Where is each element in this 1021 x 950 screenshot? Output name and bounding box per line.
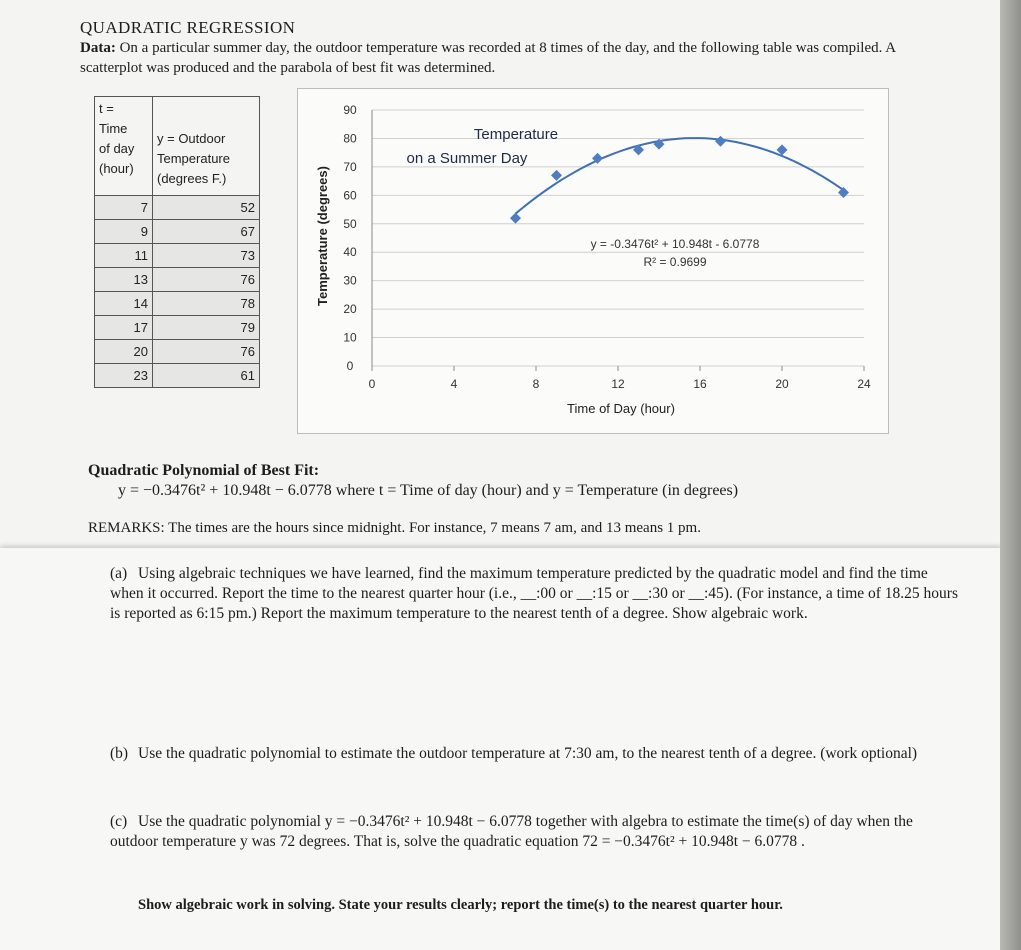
cell-temp: 76 [153, 340, 260, 364]
cell-time: 20 [95, 340, 153, 364]
table-header-row [95, 97, 260, 196]
question-label: (b) [110, 745, 129, 762]
y-tick-label: 70 [343, 159, 357, 174]
y-tick-label: 20 [343, 302, 357, 317]
question-label: (a) [110, 565, 128, 582]
x-tick-label: 4 [450, 377, 458, 391]
y-tick-label: 10 [343, 330, 357, 345]
table-row [95, 364, 260, 388]
x-tick-label: 0 [368, 377, 376, 391]
remarks: REMARKS: The times are the hours since midnight. For instance, 7 means 7 am, and 13 means 1 pm. [88, 520, 701, 536]
background-surface [1000, 0, 1021, 950]
header-temp-line: (degrees F.) [157, 171, 227, 186]
x-tick-label: 12 [611, 377, 625, 391]
cell-temp: 52 [153, 196, 260, 220]
table-row [95, 196, 260, 220]
table-row [95, 292, 260, 316]
show-work-text: Show algebraic work in solving. State your results clearly; report the time(s) to the nearest quarter hour. [138, 897, 783, 913]
header-time-line: Time [99, 121, 128, 136]
question-text: Using algebraic techniques we have learned, find the maximum temperature predicted by the quadratic model and find the time when it occurred. Report the time to the nearest quarter hour (i.e., __:00 or __:15 or __:30 or __:45). (For instance, a time of 18.25 hours is reported as 6:15 pm.) Report the maximum temperature to the nearest tenth of a degree. Show algebraic work. [110, 565, 958, 622]
question-a [110, 564, 960, 624]
chart-frame [298, 89, 889, 434]
x-tick-label: 16 [693, 377, 707, 391]
x-tick-label: 24 [857, 377, 871, 391]
cell-time: 17 [95, 316, 153, 340]
model-heading: Quadratic Polynomial of Best Fit: [88, 462, 320, 479]
header-time-line: (hour) [99, 161, 134, 176]
table-row [95, 220, 260, 244]
cell-time: 23 [95, 364, 153, 388]
header-temperature [153, 97, 260, 196]
cell-temp: 78 [153, 292, 260, 316]
cell-temp: 61 [153, 364, 260, 388]
cell-time: 13 [95, 268, 153, 292]
question-text: Use the quadratic polynomial y = −0.3476t² + 10.948t − 6.0778 together with algebra to estimate the time(s) of day when the outdoor temperature y was 72 degrees. That is, solve the quadratic equation 72 = −0.3476t² + 10.948t − 6.0778 . [110, 813, 913, 850]
header-temp-line: y = Outdoor [157, 131, 226, 146]
y-tick-label: 90 [343, 103, 357, 117]
chart-title-line: Temperature [473, 126, 559, 143]
cell-temp: 79 [153, 316, 260, 340]
question-text: Use the quadratic polynomial to estimate the outdoor temperature at 7:30 am, to the nearest tenth of a degree. (work optional) [138, 745, 918, 762]
header-time-line: of day [99, 141, 135, 156]
data-table [94, 96, 260, 388]
y-tick-label: 0 [346, 359, 354, 373]
temperature-scatter-chart [297, 88, 889, 434]
header-time-line: t = [99, 101, 114, 116]
header-time [95, 97, 153, 196]
intro-label: Data: [80, 40, 116, 56]
cell-temp: 76 [153, 268, 260, 292]
model-equation: y = −0.3476t² + 10.948t − 6.0778 where t = Time of day (hour) and y = Temperature (in degrees) [118, 482, 739, 499]
x-tick-label: 8 [532, 377, 540, 391]
y-axis-label: Temperature (degrees) [315, 166, 330, 306]
question-b [110, 744, 960, 764]
y-tick-label: 80 [343, 131, 357, 146]
question-c [110, 812, 960, 852]
chart-title-line: on a Summer Day [406, 150, 528, 167]
show-work-note [138, 897, 783, 914]
worksheet-title: QUADRATIC REGRESSION [80, 18, 296, 37]
cell-time: 9 [95, 220, 153, 244]
intro-paragraph [80, 38, 940, 78]
cell-temp: 73 [153, 244, 260, 268]
intro-text: On a particular summer day, the outdoor temperature was recorded at 8 times of the day, and the following table was compiled. A scatterplot was produced and the parabola of best fit was determined. [80, 40, 896, 76]
table-row [95, 316, 260, 340]
y-tick-label: 60 [343, 188, 357, 203]
header-temp-line: Temperature [157, 151, 230, 166]
question-label: (c) [110, 813, 128, 830]
x-tick-label: 20 [775, 377, 789, 391]
trendline-equation: y = -0.3476t² + 10.948t - 6.0778 [590, 237, 760, 251]
cell-time: 14 [95, 292, 153, 316]
y-tick-label: 40 [343, 245, 357, 260]
table-row [95, 244, 260, 268]
table-row [95, 340, 260, 364]
cell-time: 7 [95, 196, 153, 220]
table-row [95, 268, 260, 292]
y-tick-label: 30 [343, 273, 357, 288]
y-tick-label: 50 [343, 216, 357, 231]
cell-time: 11 [95, 244, 153, 268]
cell-temp: 67 [153, 220, 260, 244]
x-axis-label: Time of Day (hour) [567, 401, 675, 416]
r-squared-label: R² = 0.9699 [643, 255, 707, 269]
